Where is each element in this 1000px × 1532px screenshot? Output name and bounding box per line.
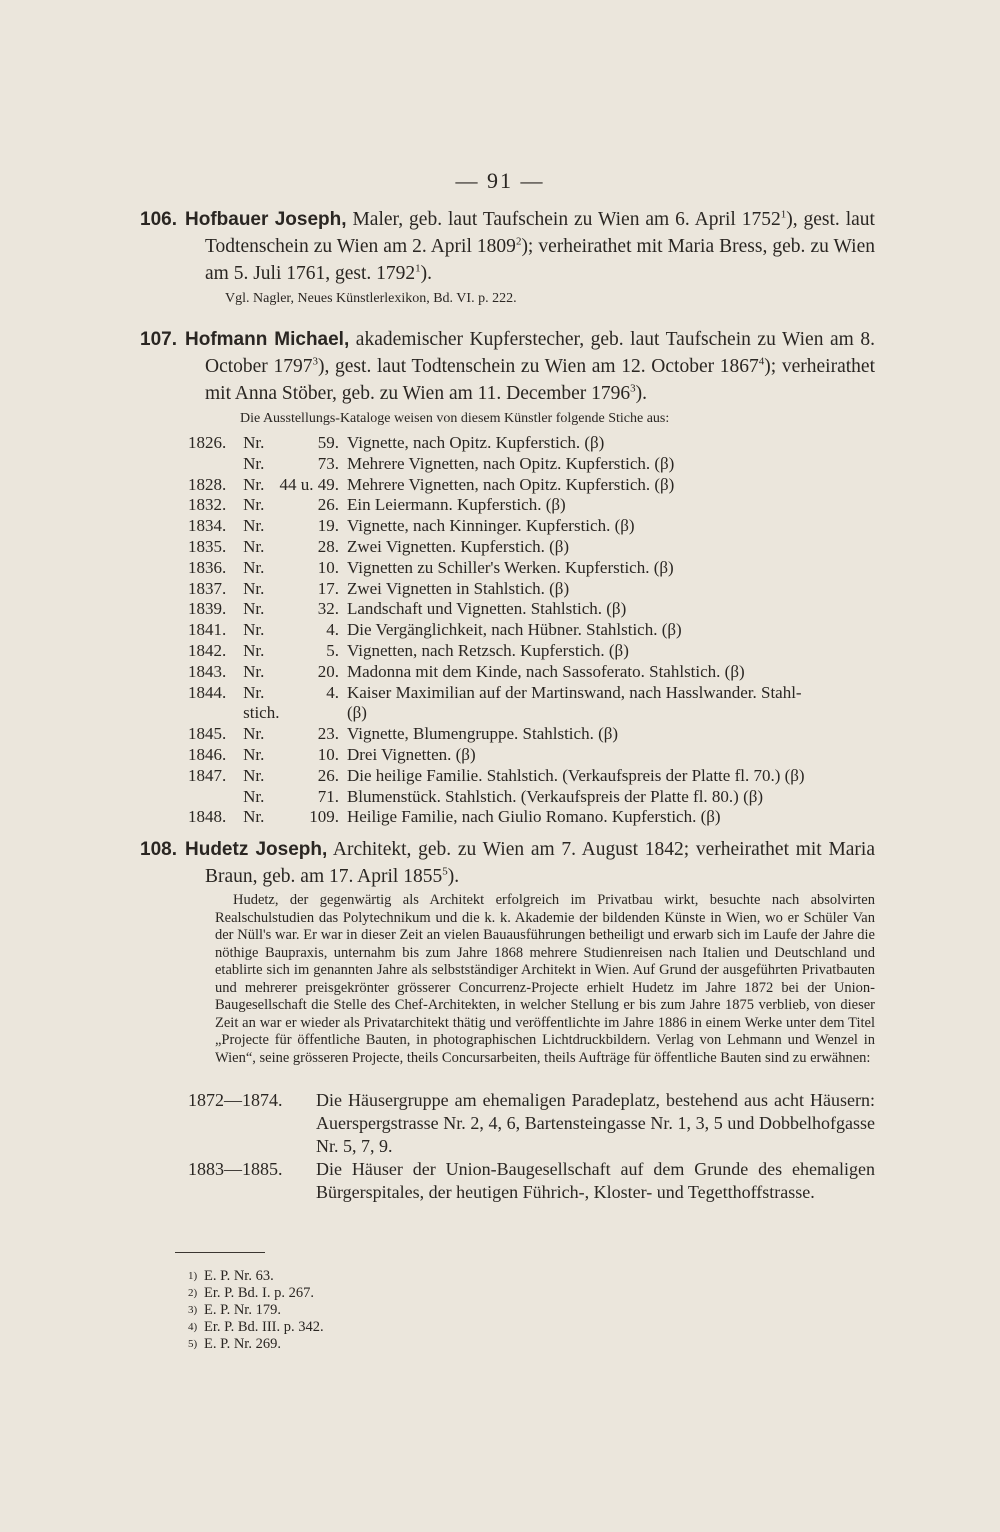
catalog-number: 71. xyxy=(317,786,339,806)
entry-text: ). xyxy=(420,263,433,284)
catalog-year: 1843. xyxy=(188,661,227,681)
catalog-number xyxy=(279,703,347,724)
work-description: Die Häusergruppe am ehemaligen Paradeplatz, bestehend aus acht Häusern: Auerspergstrasse Nr. 2, 4, 6, Bartensteingasse Nr. 1, 3, 5 und Dobbelhofgasse Nr. 5, 7, 9. xyxy=(316,1090,875,1156)
catalog-nr-label: Nr. xyxy=(243,682,265,702)
catalog-number: 17. xyxy=(317,578,339,598)
catalog-year: 1834. xyxy=(188,516,227,536)
footnote-ref: 4 xyxy=(758,355,765,368)
catalog-year xyxy=(188,787,243,808)
footnote xyxy=(188,1285,324,1302)
catalog-year: 1839. xyxy=(188,599,227,619)
catalog-row xyxy=(188,724,875,745)
catalog-nr-label: Nr. xyxy=(243,786,265,806)
catalog-year: 1832. xyxy=(188,495,227,515)
catalog-row xyxy=(188,599,875,620)
footnote xyxy=(188,1302,324,1319)
catalog-nr-label: Nr. xyxy=(243,620,265,640)
catalog-number: 28. xyxy=(317,536,339,556)
catalog-number: 19. xyxy=(317,516,339,536)
catalog-number: 59. xyxy=(317,433,339,452)
footnote xyxy=(188,1336,324,1353)
catalog-number: 10. xyxy=(317,557,339,577)
page-number: — 91 — xyxy=(455,168,545,193)
catalog-description: Landschaft und Vignetten. Stahlstich. (β) xyxy=(346,599,627,619)
catalog-nr-label: stich. xyxy=(243,703,280,723)
catalog-year: 1836. xyxy=(188,557,227,577)
entry-text: ), gest. laut Todtenschein zu Wien am 12. October 1867 xyxy=(317,356,759,377)
catalog-year xyxy=(188,454,243,475)
footnote-mark: 5) xyxy=(188,1338,198,1350)
catalog-description: Kaiser Maximilian auf der Martinswand, nach Hasslwander. Stahl- xyxy=(346,682,802,702)
catalog-row xyxy=(188,558,875,579)
work-item xyxy=(188,1089,875,1158)
footnote-text: E. P. Nr. 179. xyxy=(204,1302,281,1318)
footnote-ref: 2 xyxy=(515,235,522,248)
catalog-row xyxy=(188,683,875,704)
footnote xyxy=(188,1319,324,1336)
catalog-row xyxy=(188,454,875,475)
entry-text: ); verheirathet mit Anna Stöber, geb. zu Wien am 11. December 1796 xyxy=(205,356,875,404)
exhibition-catalog-table xyxy=(188,433,875,828)
catalog-description: Vignette, nach Opitz. Kupferstich. (β) xyxy=(346,433,605,452)
entry-name: Hofmann Michael, xyxy=(185,329,350,350)
catalog-nr-label: Nr. xyxy=(243,453,265,473)
catalog-nr-label: Nr. xyxy=(243,536,265,556)
footnote xyxy=(188,1268,324,1285)
entry-heading xyxy=(140,206,875,287)
catalog-nr-label: Nr. xyxy=(243,599,265,619)
catalog-number: 73. xyxy=(317,453,339,473)
catalog-number: 4. xyxy=(326,620,339,640)
catalog-row xyxy=(188,495,875,516)
catalog-year: 1847. xyxy=(188,765,227,785)
footnote-text: E. P. Nr. 269. xyxy=(204,1336,281,1352)
catalog-number: 23. xyxy=(317,724,339,744)
entry-heading xyxy=(140,836,875,890)
entry-text: ). xyxy=(447,866,460,887)
footnote-divider xyxy=(175,1252,265,1253)
entry-text: Maler, geb. laut Taufschein zu Wien am 6. April 1752 xyxy=(346,209,781,230)
work-description: Die Häuser der Union-Baugesellschaft auf dem Grunde des ehemaligen Bürgerspitales, der heutigen Führich-, Kloster- und Tegetthoffstrasse. xyxy=(316,1159,875,1202)
catalog-description: Zwei Vignetten. Kupferstich. (β) xyxy=(346,536,570,556)
catalog-description: Vignetten zu Schiller's Werken. Kupferstich. (β) xyxy=(346,557,674,577)
entry-text: ); verheirathet mit Maria Bress, geb. zu Wien am 5. Juli 1761, gest. 1792 xyxy=(205,236,875,284)
footnote-text: Er. P. Bd. III. p. 342. xyxy=(204,1319,324,1335)
entry-106 xyxy=(140,206,875,309)
entry-number: 107. xyxy=(140,329,177,350)
catalog-row xyxy=(188,787,875,808)
catalog-row xyxy=(188,620,875,641)
entry-number: 108. xyxy=(140,839,177,860)
entry-text: ). xyxy=(635,383,648,404)
catalog-nr-label: Nr. xyxy=(243,578,265,598)
catalog-description: Mehrere Vignetten, nach Opitz. Kupferstich. (β) xyxy=(346,474,675,494)
catalog-row xyxy=(188,433,875,454)
catalog-description: (β) xyxy=(346,703,367,723)
catalog-nr-label: Nr. xyxy=(243,516,265,536)
catalog-number: 4. xyxy=(326,682,339,702)
catalog-year: 1846. xyxy=(188,744,227,764)
catalog-description: Mehrere Vignetten, nach Opitz. Kupferstich. (β) xyxy=(346,453,675,473)
catalog-year: 1845. xyxy=(188,724,227,744)
catalog-description: Die Vergänglichkeit, nach Hübner. Stahlstich. (β) xyxy=(346,620,682,640)
catalog-year: 1841. xyxy=(188,620,227,640)
entry-text: akademischer Kupferstecher, geb. laut Taufschein zu Wien am 8. October 1797 xyxy=(205,329,876,377)
entry-heading xyxy=(140,326,875,407)
catalog-year: 1835. xyxy=(188,536,227,556)
catalog-number: 26. xyxy=(317,765,339,785)
footnote-mark: 3) xyxy=(188,1304,198,1316)
catalog-nr-label: Nr. xyxy=(243,474,265,494)
catalog-number: 5. xyxy=(326,640,339,660)
catalog-year: 1826. xyxy=(188,433,227,452)
entry-number: 106. xyxy=(140,209,177,230)
catalog-row xyxy=(188,579,875,600)
catalog-description: Drei Vignetten. (β) xyxy=(346,744,476,764)
catalog-row xyxy=(188,641,875,662)
catalog-row xyxy=(188,662,875,683)
catalog-nr-label: Nr. xyxy=(243,724,265,744)
entry-text: Architekt, geb. zu Wien am 7. August 1842; verheirathet mit Maria Braun, geb. am 17. April 1855 xyxy=(205,839,875,887)
catalog-nr-label: Nr. xyxy=(243,765,265,785)
footnote-ref: 1 xyxy=(780,208,787,221)
catalog-description: Die heilige Familie. Stahlstich. (Verkaufspreis der Platte fl. 70.) (β) xyxy=(346,765,805,785)
catalog-row xyxy=(188,766,875,787)
catalog-description: Vignetten, nach Retzsch. Kupferstich. (β) xyxy=(346,640,629,660)
entry-108 xyxy=(140,836,875,1204)
catalog-nr-label: Nr. xyxy=(243,557,265,577)
entry-name: Hudetz Joseph, xyxy=(185,839,328,860)
catalog-nr-label: Nr. xyxy=(243,807,265,827)
catalog-number: 10. xyxy=(317,744,339,764)
footnote-text: Er. P. Bd. I. p. 267. xyxy=(204,1285,314,1301)
entry-note: Die Ausstellungs-Kataloge weisen von diesem Künstler folgende Stiche aus: xyxy=(240,411,670,426)
works-list xyxy=(188,1089,875,1204)
catalog-number: 109. xyxy=(309,807,339,827)
footnote-mark: 4) xyxy=(188,1321,198,1333)
footnote-ref: 5 xyxy=(442,865,448,878)
entry-text: ), gest. laut Todtenschein zu Wien am 2. April 1809 xyxy=(205,209,875,257)
catalog-row xyxy=(188,703,875,724)
catalog-row xyxy=(188,537,875,558)
catalog-year: 1842. xyxy=(188,640,227,660)
catalog-row xyxy=(188,516,875,537)
catalog-nr-label: Nr. xyxy=(243,744,265,764)
catalog-row xyxy=(188,745,875,766)
catalog-nr-label: Nr. xyxy=(243,495,265,515)
catalog-year: 1837. xyxy=(188,578,227,598)
catalog-description: Ein Leiermann. Kupferstich. (β) xyxy=(346,495,566,515)
footnote-ref: 3 xyxy=(312,355,318,368)
catalog-row xyxy=(188,475,875,496)
catalog-year: 1844. xyxy=(188,682,227,702)
catalog-description: Blumenstück. Stahlstich. (Verkaufspreis der Platte fl. 80.) (β) xyxy=(346,786,764,806)
catalog-description: Vignette, Blumengruppe. Stahlstich. (β) xyxy=(346,724,619,744)
work-years: 1883—1885. xyxy=(188,1159,283,1179)
entry-biography: Hudetz, der gegenwärtig als Architekt erfolgreich im Privatbau wirkt, besuchte nach absolvirten Realschulstudien das Polytechnikum und die k. k. Akademie der bildenden Künste in Wien, wo er Schüler Van der Nüll's war. Er war in dieser Zeit an vielen Bauausführungen betheiligt und erwarb sich im Laufe der Jahre die nöthige Baupraxis, unternahm bis zum Jahre 1868 mehrere Studienreisen nach Italien und Deutschland und etablirte sich im genannten Jahre als selbstständiger Architekt in Wien. Auf Grund der ausgeführten Privatbauten und mehrerer preisgekrönter grösserer Concurrenz-Projecte erhielt Hudetz im Jahre 1872 bei der Union-Baugesellschaft die Stelle des Chef-Architekten, in welcher Stellung er bis zum Jahre 1875 verblieb, von dieser Zeit an war er wieder als Privatarchitekt thätig und veröffentlichte im Jahre 1886 in einem Werke unter dem Titel „Projecte für öffentliche Bauten, in photographischen Lichtdruckbildern. Verlag von Lehmann und Wenzel in Wien“, seine grösseren Projecte, theils Concursarbeiten, theils Aufträge für öffentliche Bauten sind zu erwähnen: xyxy=(215,892,875,1066)
entry-107 xyxy=(140,326,875,828)
catalog-description: Vignette, nach Kinninger. Kupferstich. (β) xyxy=(346,516,635,536)
catalog-number: 32. xyxy=(317,599,339,619)
catalog-nr-label: Nr. xyxy=(243,640,265,660)
catalog-row xyxy=(188,807,875,828)
catalog-description: Zwei Vignetten in Stahlstich. (β) xyxy=(346,578,570,598)
catalog-year: 1848. xyxy=(188,807,227,827)
catalog-number: 44 u. 49. xyxy=(279,474,339,494)
catalog-year xyxy=(188,703,243,724)
footnotes xyxy=(188,1268,324,1353)
work-item xyxy=(188,1158,875,1204)
catalog-description: Heilige Familie, nach Giulio Romano. Kupferstich. (β) xyxy=(346,807,721,827)
catalog-nr-label: Nr. xyxy=(243,661,265,681)
entry-name: Hofbauer Joseph, xyxy=(185,209,347,230)
work-years: 1872—1874. xyxy=(188,1090,283,1110)
catalog-year: 1828. xyxy=(188,474,227,494)
footnote-mark: 1) xyxy=(188,1270,198,1282)
footnote-mark: 2) xyxy=(188,1287,198,1299)
catalog-nr-label: Nr. xyxy=(243,433,265,452)
catalog-number: 20. xyxy=(317,661,339,681)
catalog-number: 26. xyxy=(317,495,339,515)
catalog-description: Madonna mit dem Kinde, nach Sassoferato. Stahlstich. (β) xyxy=(346,661,745,681)
entry-note: Vgl. Nagler, Neues Künstlerlexikon, Bd. VI. p. 222. xyxy=(225,291,517,306)
footnote-ref: 1 xyxy=(415,262,421,275)
footnote-ref: 3 xyxy=(630,382,636,395)
footnote-text: E. P. Nr. 63. xyxy=(204,1268,274,1284)
